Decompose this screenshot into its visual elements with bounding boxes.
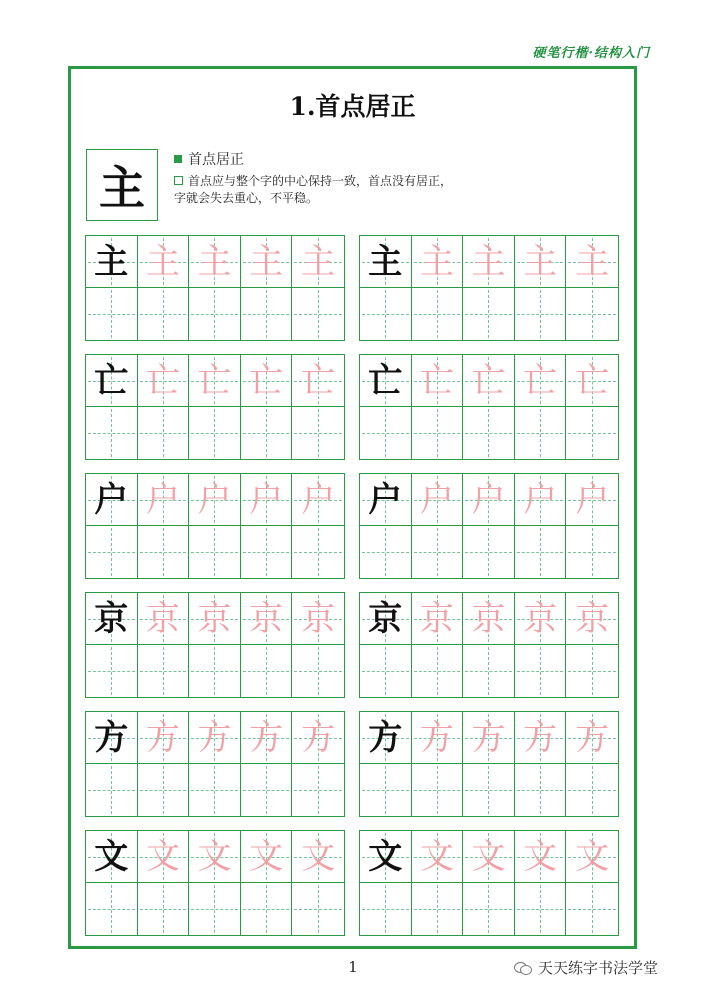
practice-cell[interactable] (138, 474, 190, 526)
practice-cell[interactable] (138, 645, 190, 697)
practice-cell[interactable] (241, 764, 293, 816)
trace-character: 主 (145, 241, 180, 282)
trace-character: 亡 (471, 360, 506, 401)
practice-block-left (85, 354, 345, 460)
practice-block-left (85, 235, 345, 341)
practice-block-left (85, 830, 345, 936)
practice-block-right (359, 235, 619, 341)
tip-line-2: 字就会失去重心，不平稳。 (174, 191, 319, 205)
practice-cell[interactable] (138, 236, 190, 288)
trace-character: 方 (575, 717, 610, 758)
practice-cell[interactable] (86, 355, 138, 407)
practice-cell[interactable] (566, 474, 618, 526)
book-title-header: 硬笔行楷·结构入门 (532, 46, 650, 61)
trace-character: 亡 (575, 360, 610, 401)
practice-cell[interactable] (86, 764, 138, 816)
practice-cell[interactable] (189, 764, 241, 816)
practice-cell[interactable] (241, 526, 293, 578)
model-character: 户 (368, 479, 403, 520)
practice-cell[interactable] (292, 764, 344, 816)
practice-cell[interactable] (412, 593, 464, 645)
trace-character: 京 (249, 598, 284, 639)
practice-cell[interactable] (86, 645, 138, 697)
practice-cell[interactable] (189, 526, 241, 578)
practice-cell[interactable] (292, 288, 344, 340)
practice-cell[interactable] (360, 407, 412, 459)
trace-character: 亡 (197, 360, 232, 401)
model-character: 户 (94, 479, 129, 520)
practice-cell[interactable] (360, 593, 412, 645)
practice-cell[interactable] (138, 764, 190, 816)
model-character: 亡 (368, 360, 403, 401)
trace-character: 户 (197, 479, 232, 520)
practice-cell[interactable] (463, 474, 515, 526)
trace-character: 方 (197, 717, 232, 758)
practice-cell[interactable] (515, 645, 567, 697)
trace-character: 文 (471, 836, 506, 877)
practice-cell[interactable] (360, 474, 412, 526)
practice-cell[interactable] (360, 712, 412, 764)
page-number: 1 (348, 958, 358, 976)
model-character: 文 (368, 836, 403, 877)
practice-cell[interactable] (292, 645, 344, 697)
practice-cell[interactable] (360, 645, 412, 697)
practice-cell[interactable] (189, 645, 241, 697)
practice-cell[interactable] (412, 712, 464, 764)
practice-cell[interactable] (138, 526, 190, 578)
trace-character: 主 (523, 241, 558, 282)
practice-cell[interactable] (292, 236, 344, 288)
practice-cell[interactable] (189, 883, 241, 935)
sample-character-box (86, 149, 158, 221)
practice-cell[interactable] (86, 712, 138, 764)
practice-cell[interactable] (515, 526, 567, 578)
watermark (514, 957, 658, 978)
practice-cell[interactable] (515, 883, 567, 935)
practice-cell[interactable] (515, 764, 567, 816)
practice-cell[interactable] (463, 526, 515, 578)
practice-cell[interactable] (463, 355, 515, 407)
practice-cell[interactable] (241, 831, 293, 883)
practice-cell[interactable] (241, 236, 293, 288)
trace-character: 京 (301, 598, 336, 639)
practice-cell[interactable] (241, 883, 293, 935)
practice-cell[interactable] (189, 831, 241, 883)
practice-cell[interactable] (412, 831, 464, 883)
practice-cell[interactable] (515, 474, 567, 526)
trace-character: 文 (419, 836, 454, 877)
practice-cell[interactable] (138, 407, 190, 459)
practice-cell[interactable] (86, 236, 138, 288)
practice-cell[interactable] (292, 883, 344, 935)
tip-heading-text: 首点居正 (188, 152, 244, 168)
trace-character: 亡 (523, 360, 558, 401)
practice-cell[interactable] (412, 883, 464, 935)
trace-character: 京 (419, 598, 454, 639)
practice-cell[interactable] (463, 764, 515, 816)
practice-cell[interactable] (566, 712, 618, 764)
practice-cell[interactable] (515, 236, 567, 288)
trace-character: 京 (471, 598, 506, 639)
trace-character: 方 (523, 717, 558, 758)
practice-cell[interactable] (360, 883, 412, 935)
trace-character: 京 (523, 598, 558, 639)
practice-cell[interactable] (515, 407, 567, 459)
trace-character: 文 (575, 836, 610, 877)
trace-character: 方 (301, 717, 336, 758)
practice-cell[interactable] (412, 526, 464, 578)
practice-cell[interactable] (241, 288, 293, 340)
practice-cell[interactable] (292, 593, 344, 645)
practice-cell[interactable] (412, 764, 464, 816)
wechat-icon (514, 961, 532, 975)
model-character: 亡 (94, 360, 129, 401)
trace-character: 户 (249, 479, 284, 520)
practice-cell[interactable] (463, 236, 515, 288)
trace-character: 文 (145, 836, 180, 877)
practice-cell[interactable] (566, 764, 618, 816)
practice-block-left (85, 592, 345, 698)
practice-cell[interactable] (463, 288, 515, 340)
practice-block-right (359, 592, 619, 698)
trace-character: 主 (419, 241, 454, 282)
practice-cell[interactable] (360, 831, 412, 883)
practice-cell[interactable] (138, 593, 190, 645)
practice-cell[interactable] (412, 288, 464, 340)
practice-cell[interactable] (412, 474, 464, 526)
model-character: 京 (94, 598, 129, 639)
trace-character: 户 (419, 479, 454, 520)
open-square-icon (174, 176, 183, 185)
practice-block-right (359, 830, 619, 936)
practice-cell[interactable] (86, 831, 138, 883)
lesson-title: 1.首点居正 (289, 92, 416, 121)
trace-character: 亡 (145, 360, 180, 401)
practice-cell[interactable] (566, 236, 618, 288)
practice-cell[interactable] (360, 288, 412, 340)
filled-square-icon (174, 155, 182, 163)
trace-character: 户 (523, 479, 558, 520)
practice-cell[interactable] (566, 407, 618, 459)
trace-character: 文 (523, 836, 558, 877)
practice-cell[interactable] (241, 407, 293, 459)
practice-cell[interactable] (86, 883, 138, 935)
practice-cell[interactable] (189, 593, 241, 645)
trace-character: 文 (301, 836, 336, 877)
practice-cell[interactable] (412, 355, 464, 407)
trace-character: 亡 (249, 360, 284, 401)
practice-cell[interactable] (241, 593, 293, 645)
practice-cell[interactable] (412, 236, 464, 288)
practice-cell[interactable] (515, 712, 567, 764)
trace-character: 主 (249, 241, 284, 282)
practice-cell[interactable] (86, 474, 138, 526)
practice-cell[interactable] (189, 288, 241, 340)
model-character: 主 (368, 241, 403, 282)
practice-block-right (359, 473, 619, 579)
watermark-text: 天天练字书法学堂 (538, 959, 659, 977)
model-character: 文 (94, 836, 129, 877)
model-character: 方 (368, 717, 403, 758)
model-character: 方 (94, 717, 129, 758)
tip-heading (174, 149, 244, 169)
practice-cell[interactable] (566, 355, 618, 407)
practice-block-right (359, 711, 619, 817)
practice-cell[interactable] (463, 883, 515, 935)
practice-cell[interactable] (292, 831, 344, 883)
practice-cell[interactable] (189, 474, 241, 526)
practice-cell[interactable] (515, 593, 567, 645)
trace-character: 户 (471, 479, 506, 520)
practice-block-left (85, 711, 345, 817)
sample-character: 主 (99, 161, 145, 215)
practice-cell[interactable] (138, 712, 190, 764)
practice-cell[interactable] (515, 288, 567, 340)
practice-block-left (85, 473, 345, 579)
trace-character: 方 (419, 717, 454, 758)
practice-cell[interactable] (463, 645, 515, 697)
practice-cell[interactable] (566, 526, 618, 578)
practice-cell[interactable] (189, 712, 241, 764)
trace-character: 文 (249, 836, 284, 877)
practice-cell[interactable] (86, 407, 138, 459)
practice-cell[interactable] (360, 526, 412, 578)
tip-body (174, 173, 504, 207)
trace-character: 户 (575, 479, 610, 520)
practice-cell[interactable] (86, 593, 138, 645)
practice-cell[interactable] (412, 645, 464, 697)
tip-line-1: 首点应与整个字的中心保持一致，首点没有居正， (188, 174, 453, 188)
practice-cell[interactable] (463, 593, 515, 645)
practice-cell[interactable] (189, 407, 241, 459)
practice-cell[interactable] (138, 355, 190, 407)
practice-cell[interactable] (360, 236, 412, 288)
practice-cell[interactable] (566, 645, 618, 697)
trace-character: 亡 (419, 360, 454, 401)
practice-cell[interactable] (412, 407, 464, 459)
trace-character: 方 (471, 717, 506, 758)
practice-cell[interactable] (566, 593, 618, 645)
practice-cell[interactable] (292, 407, 344, 459)
practice-cell[interactable] (189, 236, 241, 288)
trace-character: 京 (575, 598, 610, 639)
practice-cell[interactable] (241, 474, 293, 526)
practice-cell[interactable] (463, 712, 515, 764)
practice-cell[interactable] (566, 288, 618, 340)
practice-cell[interactable] (360, 355, 412, 407)
trace-character: 亡 (301, 360, 336, 401)
practice-cell[interactable] (566, 831, 618, 883)
practice-cell[interactable] (138, 288, 190, 340)
trace-character: 京 (197, 598, 232, 639)
trace-character: 方 (145, 717, 180, 758)
practice-cell[interactable] (138, 831, 190, 883)
model-character: 京 (368, 598, 403, 639)
trace-character: 文 (197, 836, 232, 877)
trace-character: 主 (301, 241, 336, 282)
practice-cell[interactable] (292, 355, 344, 407)
practice-cell[interactable] (292, 712, 344, 764)
practice-cell[interactable] (241, 645, 293, 697)
trace-character: 主 (471, 241, 506, 282)
practice-cell[interactable] (463, 831, 515, 883)
practice-cell[interactable] (360, 764, 412, 816)
practice-cell[interactable] (138, 883, 190, 935)
practice-block-right (359, 354, 619, 460)
trace-character: 方 (249, 717, 284, 758)
practice-cell[interactable] (566, 883, 618, 935)
trace-character: 京 (145, 598, 180, 639)
practice-cell[interactable] (515, 831, 567, 883)
practice-cell[interactable] (292, 474, 344, 526)
practice-cell[interactable] (189, 355, 241, 407)
practice-cell[interactable] (86, 288, 138, 340)
practice-cell[interactable] (515, 355, 567, 407)
model-character: 主 (94, 241, 129, 282)
trace-character: 主 (575, 241, 610, 282)
trace-character: 主 (197, 241, 232, 282)
practice-cell[interactable] (292, 526, 344, 578)
trace-character: 户 (145, 479, 180, 520)
practice-cell[interactable] (463, 407, 515, 459)
trace-character: 户 (301, 479, 336, 520)
practice-cell[interactable] (241, 355, 293, 407)
practice-cell[interactable] (241, 712, 293, 764)
practice-cell[interactable] (86, 526, 138, 578)
